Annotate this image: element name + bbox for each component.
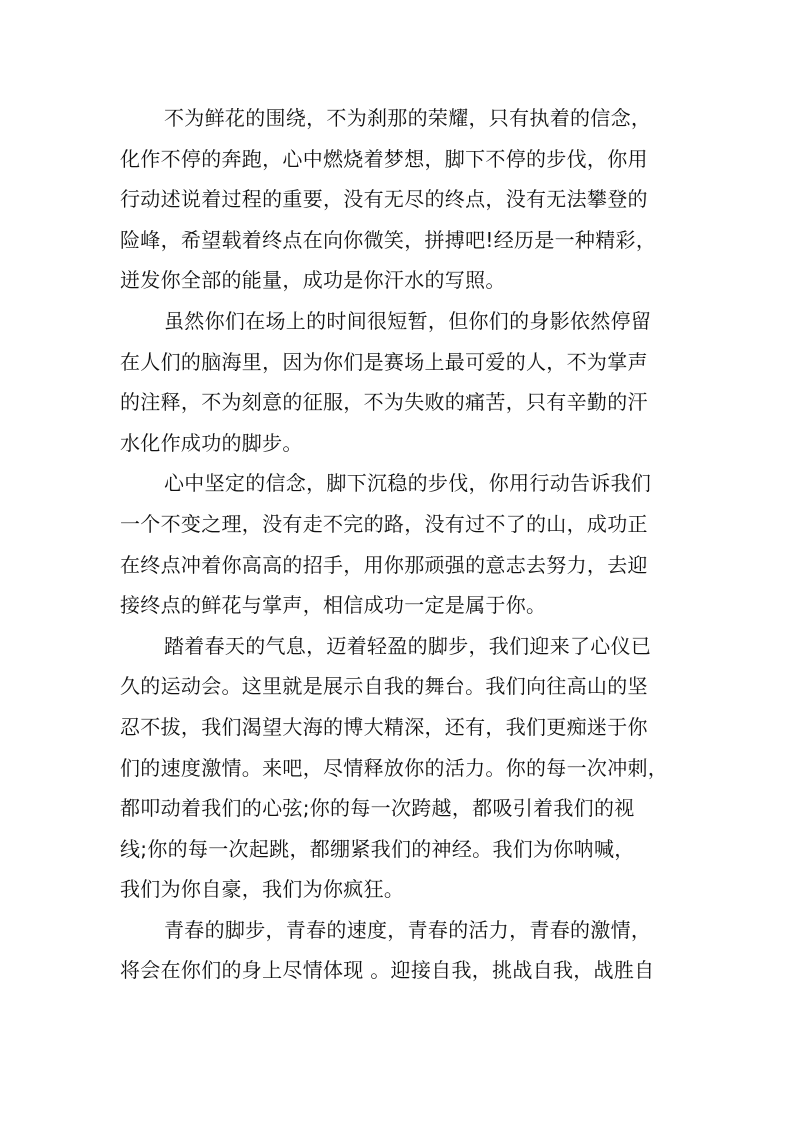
text-line: 一个不变之理，没有走不完的路，没有过不了的山，成功正	[120, 511, 648, 536]
text-line: 行动述说着过程的重要，没有无尽的终点，没有无法攀登的	[120, 187, 648, 212]
paragraph-5	[120, 910, 686, 991]
text-line: 的注释，不为刻意的征服，不为失败的痛苦，只有辛勤的汗	[120, 390, 648, 415]
text-line: 都叩动着我们的心弦;你的每一次跨越，都吸引着我们的视	[120, 796, 635, 821]
text-line: 线;你的每一次起跳，都绷紧我们的神经。我们为你呐喊，	[120, 836, 635, 861]
text-line: 险峰，希望载着终点在向你微笑，拼搏吧!经历是一种精彩，	[120, 227, 657, 252]
text-line: 久的运动会。这里就是展示自我的舞台。我们向往高山的坚	[120, 674, 648, 699]
text-line: 踏着春天的气息，迈着轻盈的脚步，我们迎来了心仪已	[164, 633, 652, 658]
text-line: 在人们的脑海里，因为你们是赛场上最可爱的人，不为掌声	[120, 349, 648, 374]
paragraph-1	[120, 98, 686, 301]
paragraph-3	[120, 463, 686, 625]
text-line: 在终点冲着你高高的招手，用你那顽强的意志去努力，去迎	[120, 552, 648, 577]
text-line: 迸发你全部的能量，成功是你汗水的写照。	[120, 268, 506, 293]
document-body	[120, 98, 686, 991]
text-line: 化作不停的奔跑，心中燃烧着梦想，脚下不停的步伐，你用	[120, 146, 648, 171]
text-line: 虽然你们在场上的时间很短暂，但你们的身影依然停留	[164, 308, 652, 333]
text-line: 不为鲜花的围绕，不为刹那的荣耀，只有执着的信念，	[164, 106, 652, 130]
text-line: 忍不拔，我们渴望大海的博大精深，还有，我们更痴迷于你	[120, 714, 648, 739]
text-line: 心中坚定的信念，脚下沉稳的步伐，你用行动告诉我们	[164, 471, 652, 496]
paragraph-4	[120, 626, 686, 910]
text-line: 将会在你们的身上尽情体现 。迎接自我，挑战自我，战胜自	[120, 958, 655, 983]
paragraph-2	[120, 301, 686, 463]
text-line: 水化作成功的脚步。	[120, 430, 303, 455]
text-line: 们的速度激情。来吧，尽情释放你的活力。你的每一次冲刺，	[120, 755, 669, 780]
text-line: 我们为你自豪，我们为你疯狂。	[120, 877, 405, 902]
text-line: 青春的脚步，青春的速度，青春的活力，青春的激情，	[164, 917, 652, 942]
text-line: 接终点的鲜花与掌声，相信成功一定是属于你。	[120, 593, 547, 618]
